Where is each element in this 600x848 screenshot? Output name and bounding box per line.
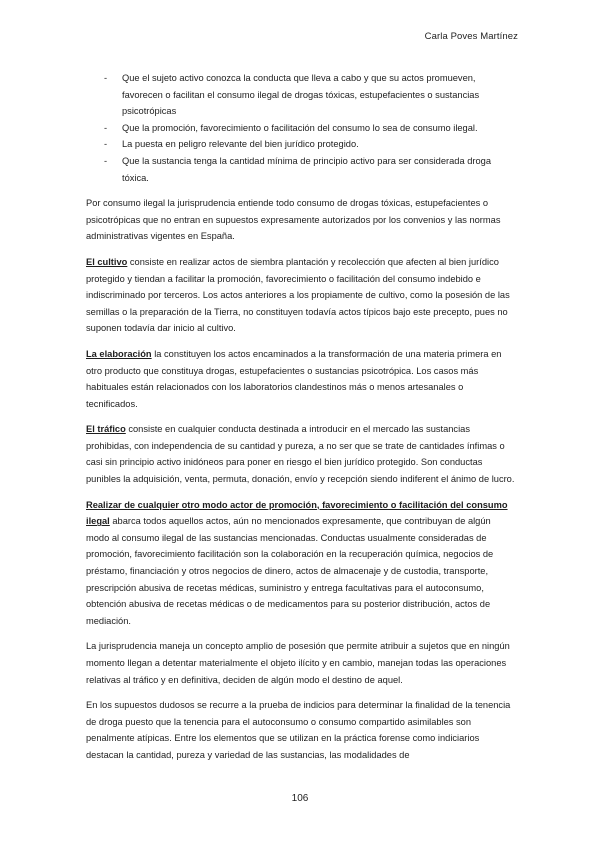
- term-elaboracion: La elaboración: [86, 348, 152, 359]
- bullet-marker: -: [104, 155, 108, 166]
- paragraph-cultivo: [86, 254, 516, 337]
- paragraph-text: consiste en cualquier conducta destinada a introducir en el mercado las sustancias prohibidas, con independencia de su cantidad y pureza, a no ser que se trate de cantidades ínfimas o casi sin principio activo inidóneos para poner en riesgo el bien jurídico protegido. Son conductas punibles la adquisición, venta, permuta, donación, envío y recepción siendo indiferent el ánimo de lucro.: [86, 424, 515, 485]
- running-header-author: Carla Poves Martínez: [424, 31, 518, 42]
- paragraph-prueba-indicios: En los supuestos dudosos se recurre a la prueba de indicios para determinar la finalidad de la tenencia de droga puesto que la tenencia para el autoconsumo o consumo compartido asimilables son penalmente atípicas. Entre los elementos que se utilizan en la práctica forense como indiciarios destacan la cantidad, pureza y variedad de las sustancias, las modalidades de: [86, 700, 511, 760]
- bullet-marker: -: [104, 122, 108, 133]
- paragraph-trafico: [86, 421, 516, 487]
- paragraph-text: la constituyen los actos encaminados a la transformación de una materia primera en otro producto que constituya drogas, estupefacientes o sustancias psicotrópica. Los casos más habituales están relacionados con los laboratorios clandestinos más o menos artesanales o tecnificados.: [86, 348, 502, 409]
- list-item: [86, 70, 516, 120]
- list-item-text: Que el sujeto activo conozca la conducta que lleva a cabo y que su actos promueven, favorecen o facilitan el consumo ilegal de drogas tóxicas, estupefacientes o sustancias psicotrópicas: [122, 73, 480, 117]
- requirements-list: [86, 70, 516, 186]
- paragraph-promocion: [86, 497, 516, 630]
- paragraph-posesion: La jurisprudencia maneja un concepto amplio de posesión que permite atribuir a sujetos que en ningún momento llegan a detentar materialmente el objeto ilícito y en cambio, manejan todas las operaciones relativas al tráfico y en definitiva, deciden de algún modo el destino de aquel.: [86, 641, 510, 685]
- list-item: [86, 153, 516, 186]
- paragraph-text: consiste en realizar actos de siembra plantación y recolección que afecten al bien jurídico protegido y tiendan a facilitar la promoción, favorecimiento o facilitación del consumo indebido e indiscriminado por terceros. Los actos anteriores a los propiamente de cultivo, como la posesión de las semillas o la preparación de la Tierra, no constituyen todavía actos típicos bajo este precepto, pues no suponen todavía dar inicio al cultivo.: [86, 256, 510, 334]
- list-item: [86, 120, 516, 137]
- bullet-marker: -: [104, 73, 108, 83]
- list-item: [86, 136, 516, 153]
- page-number: 106: [291, 793, 309, 804]
- paragraph-text: abarca todos aquellos actos, aún no mencionados expresamente, que contribuyan de algún modo al consumo ilegal de las sustancias mencionadas. Conductas usualmente consideradas de promoción, favorecimiento facilitación son la colaboración en la recuperación química, negocios de préstamo, financiación y otros negocios de dinero, actos de almacenaje y de custodia, transporte, prescripción abusiva de recetas médicas, suministro y entrega facultativas para el autoconsumo, obtención abusiva de recetas médicas o de medicamentos para su posterior distribución, actos de mediación.: [86, 516, 494, 626]
- list-item-text: La puesta en peligro relevante del bien jurídico protegido.: [122, 139, 359, 150]
- term-trafico: El tráfico: [86, 424, 126, 435]
- term-cultivo: El cultivo: [86, 256, 128, 267]
- document-body: [86, 70, 516, 773]
- paragraph-consumo-ilegal: Por consumo ilegal la jurisprudencia entiende todo consumo de drogas tóxicas, estupefacientes o psicotrópicas que no entran en supuestos expresamente autorizados por los convenios y las normas administrativas vigentes en España.: [86, 198, 501, 242]
- paragraph-elaboracion: [86, 346, 516, 412]
- list-item-text: Que la sustancia tenga la cantidad mínima de principio activo para ser considerada droga tóxica.: [122, 155, 491, 183]
- list-item-text: Que la promoción, favorecimiento o facilitación del consumo lo sea de consumo ilegal.: [122, 122, 478, 133]
- term-promocion: Realizar de cualquier otro modo actor de promoción, favorecimiento o facilitación del consumo ilegal: [86, 499, 508, 527]
- bullet-marker: -: [104, 139, 108, 150]
